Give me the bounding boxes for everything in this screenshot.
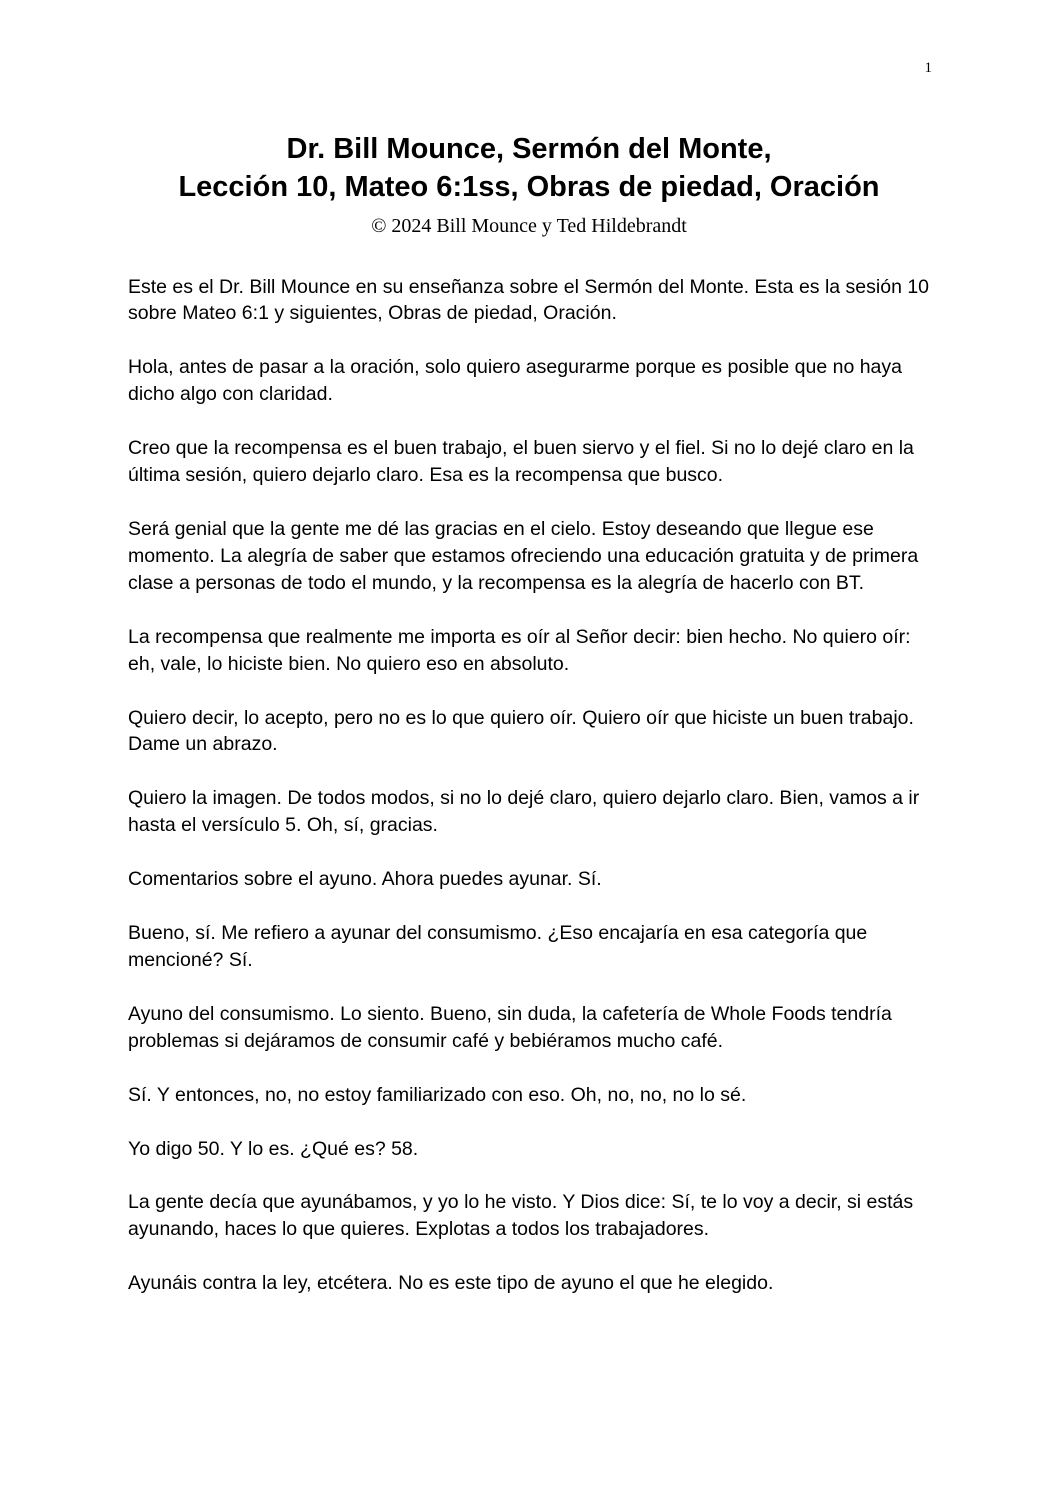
paragraph: Yo digo 50. Y lo es. ¿Qué es? 58. xyxy=(128,1137,419,1160)
paragraph: La recompensa que realmente me importa es oír al Señor decir: bien hecho. No quiero oír: eh, vale, lo hiciste bien. No quiero eso en absoluto. xyxy=(128,625,911,675)
paragraph: Bueno, sí. Me refiero a ayunar del consumismo. ¿Eso encajaría en esa categoría que mencioné? Sí. xyxy=(128,922,868,971)
paragraph: Este es el Dr. Bill Mounce en su enseñanza sobre el Sermón del Monte. Esta es la sesión 10 sobre Mateo 6:1 y siguientes, Obras de piedad, Oración. xyxy=(128,275,930,325)
paragraph: Ayunáis contra la ley, etcétera. No es este tipo de ayuno el que he elegido. xyxy=(128,1272,774,1295)
page-number: 1 xyxy=(924,60,932,76)
copyright-line: © 2024 Bill Mounce y Ted Hildebrandt xyxy=(371,214,687,237)
paragraph: Sí. Y entonces, no, no estoy familiarizado con eso. Oh, no, no, no lo sé. xyxy=(128,1083,747,1106)
paragraph: Comentarios sobre el ayuno. Ahora puedes ayunar. Sí. xyxy=(128,868,602,891)
paragraph: Quiero la imagen. De todos modos, si no lo dejé claro, quiero dejarlo claro. Bien, vamos a ir hasta el versículo 5. Oh, sí, gracias. xyxy=(128,787,920,837)
document-body xyxy=(128,274,930,1298)
paragraph: Será genial que la gente me dé las gracias en el cielo. Estoy deseando que llegue ese momento. La alegría de saber que estamos ofreciendo una educación gratuita y de primera clase a personas de todo el mundo, y la recompensa es la alegría de hacerlo con BT. xyxy=(128,517,919,594)
paragraph: Hola, antes de pasar a la oración, solo quiero asegurarme porque es posible que no haya dicho algo con claridad. xyxy=(128,356,903,406)
paragraph: Creo que la recompensa es el buen trabajo, el buen siervo y el fiel. Si no lo dejé claro en la última sesión, quiero dejarlo claro. Esa es la recompensa que busco. xyxy=(128,437,914,487)
title-line-1: Dr. Bill Mounce, Sermón del Monte, xyxy=(286,133,772,165)
paragraph: Quiero decir, lo acepto, pero no es lo que quiero oír. Quiero oír que hiciste un buen trabajo. Dame un abrazo. xyxy=(128,706,914,756)
document-title xyxy=(128,130,930,207)
title-line-2: Lección 10, Mateo 6:1ss, Obras de piedad, Oración xyxy=(178,171,880,204)
paragraph: La gente decía que ayunábamos, y yo lo he visto. Y Dios dice: Sí, te lo voy a decir, si estás ayunando, haces lo que quieres. Explotas a todos los trabajadores. xyxy=(128,1191,914,1241)
paragraph: Ayuno del consumismo. Lo siento. Bueno, sin duda, la cafetería de Whole Foods tendría problemas si dejáramos de consumir café y bebiéramos mucho café. xyxy=(128,1002,892,1052)
